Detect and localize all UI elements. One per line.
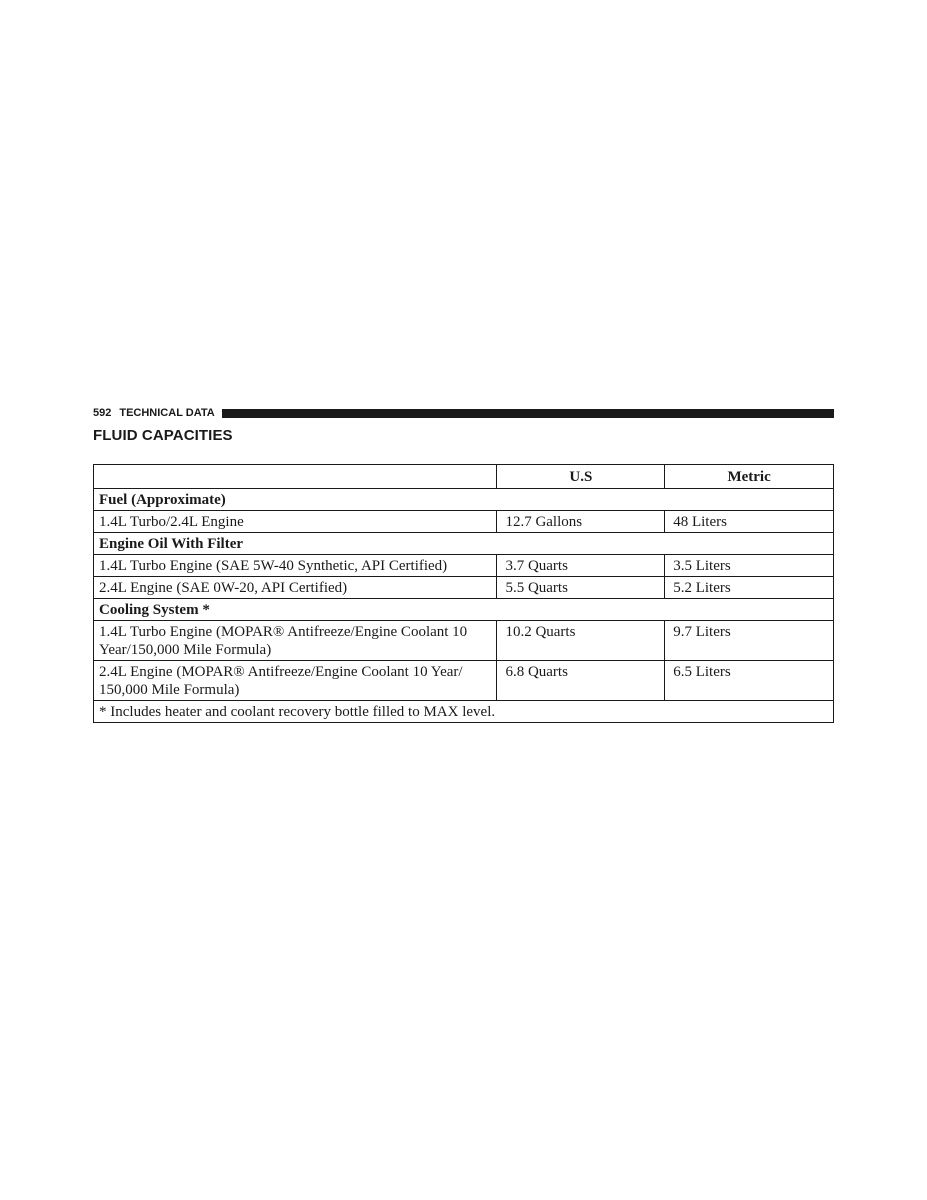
section-name: TECHNICAL DATA [119, 407, 215, 419]
column-header-metric: Metric [665, 465, 834, 489]
column-header-us: U.S [497, 465, 665, 489]
us-value: 12.7 Gallons [497, 511, 665, 533]
row-label: 2.4L Engine (SAE 0W-20, API Certified) [94, 577, 497, 599]
footnote: * Includes heater and coolant recovery bottle filled to MAX level. [94, 701, 834, 723]
group-row-oil [94, 533, 834, 555]
us-value: 10.2 Quarts [497, 621, 665, 661]
table-row [94, 511, 834, 533]
column-header-item [94, 465, 497, 489]
table-row [94, 661, 834, 701]
page-title: FLUID CAPACITIES [93, 427, 233, 444]
table-row [94, 621, 834, 661]
group-label: Cooling System * [94, 599, 834, 621]
metric-value: 3.5 Liters [665, 555, 834, 577]
group-label: Fuel (Approximate) [94, 489, 834, 511]
us-value: 6.8 Quarts [497, 661, 665, 701]
metric-value: 6.5 Liters [665, 661, 834, 701]
table-row [94, 555, 834, 577]
table-row [94, 577, 834, 599]
group-label: Engine Oil With Filter [94, 533, 834, 555]
group-row-fuel [94, 489, 834, 511]
us-value: 3.7 Quarts [497, 555, 665, 577]
group-row-cooling [94, 599, 834, 621]
row-label: 1.4L Turbo Engine (MOPAR® Antifreeze/Engine Coolant 10 Year/150,000 Mile Formula) [94, 621, 497, 661]
us-value: 5.5 Quarts [497, 577, 665, 599]
row-label: 1.4L Turbo/2.4L Engine [94, 511, 497, 533]
table-header-row [94, 465, 834, 489]
page-number: 592 [93, 407, 112, 419]
metric-value: 48 Liters [665, 511, 834, 533]
fluid-capacities-table [93, 464, 834, 723]
row-label: 2.4L Engine (MOPAR® Antifreeze/Engine Coolant 10 Year/ 150,000 Mile Formula) [94, 661, 497, 701]
page-header [93, 405, 834, 421]
metric-value: 9.7 Liters [665, 621, 834, 661]
metric-value: 5.2 Liters [665, 577, 834, 599]
footnote-row [94, 701, 834, 723]
row-label: 1.4L Turbo Engine (SAE 5W-40 Synthetic, API Certified) [94, 555, 497, 577]
header-rule [222, 409, 834, 418]
